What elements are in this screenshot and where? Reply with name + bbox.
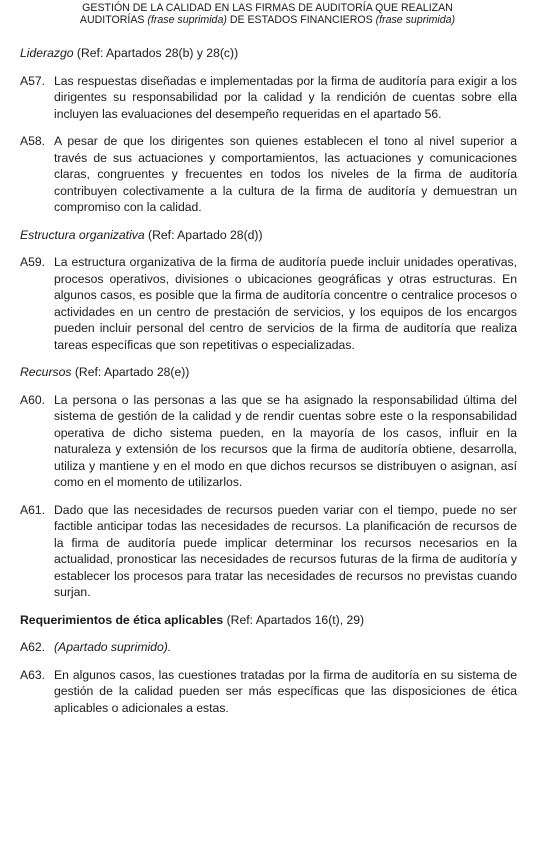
section-heading-leadership (20, 45, 517, 62)
section-ref: (Ref: Apartados 28(b) y 28(c)) (73, 46, 239, 60)
section-title: Estructura organizativa (20, 227, 145, 242)
header-suppressed-note: (frase suprimida) (147, 14, 227, 26)
section-ref: (Ref: Apartado 28(d)) (144, 227, 263, 242)
paragraph-a63 (20, 667, 517, 717)
paragraph-number: A62. (20, 640, 46, 654)
header-line-2 (0, 14, 535, 26)
section-title: Recursos (20, 365, 72, 379)
section-ref: (Ref: Apartados 16(t), 29) (223, 612, 365, 627)
section-heading-ethics (20, 612, 517, 629)
section-heading-org-structure (20, 227, 517, 244)
section-heading-resources (20, 364, 517, 381)
paragraph-text: Dado que las necesidades de recursos pueden variar con el tiempo, puede no ser factible anticipar todas las necesidades de recursos. La planificación de recursos de la firma de auditoría puede implicar determinar los recursos necesarios en la actualidad, pronosticar las necesidades de recursos futuras de la firma de auditoría y establecer los procesos para tratar las necesidades de recursos no previstas cuando surjan. (54, 502, 517, 599)
paragraph-a60 (20, 392, 517, 491)
paragraph-text (54, 639, 517, 656)
paragraph-text: Las respuestas diseñadas e implementadas por la firma de auditoría para exigir a los dirigentes su responsabilidad por la calidad y la rendición de cuentas sobre ella incluyen las evaluaciones del desempeño requeridas en el apartado 56. (54, 73, 517, 121)
suppressed-note: (Apartado suprimido). (54, 640, 172, 654)
paragraph-number: A57. (20, 73, 46, 88)
document-body (20, 45, 517, 727)
paragraph-number: A63. (20, 667, 46, 682)
paragraph-text: En algunos casos, las cuestiones tratadas por la firma de auditoría en su sistema de gestión de la calidad pueden ser más específicas que las disposiciones de ética aplicables o adicionales a estas. (54, 667, 517, 715)
header-line-1: GESTIÓN DE LA CALIDAD EN LAS FIRMAS DE AUDITORÍA QUE REALIZAN (82, 2, 453, 14)
paragraph-number: A60. (20, 392, 46, 407)
header-text: DE ESTADOS FINANCIEROS (226, 14, 376, 26)
paragraph-text: La persona o las personas a las que se ha asignado la responsabilidad última del sistema de gestión de la calidad y de rendir cuentas sobre este o la responsabilidad operativa de dicho sistema pueden, en la mayoría de los casos, influir en la naturaleza y extensión de los recursos que la firma de auditoría obtiene, desarrolla, utiliza y mantiene y en el modo en que dichos recursos se distribuyen o asignan, así como en el momento de utilizarlos. (54, 392, 517, 489)
paragraph-number: A59. (20, 255, 46, 269)
paragraph-a59 (20, 254, 517, 353)
paragraph-a61 (20, 502, 517, 601)
page-header (0, 2, 535, 26)
header-text: AUDITORÍAS (79, 14, 148, 26)
paragraph-a57 (20, 73, 517, 123)
section-title: Requerimientos de ética aplicables (20, 612, 224, 627)
paragraph-text: A pesar de que los dirigentes son quienes establecen el tono al nivel superior a través de sus actuaciones y comportamientos, las actuaciones y comunicaciones claras, congruentes y frecuentes en todos los niveles de la firma de auditoría contribuyen colectivamente a la cultura de la firma de auditoría y demuestran un compromiso con la calidad. (54, 134, 517, 214)
paragraph-number: A61. (20, 502, 46, 517)
paragraph-number: A58. (20, 134, 46, 148)
section-ref: (Ref: Apartado 28(e)) (71, 365, 190, 379)
section-title: Liderazgo (20, 46, 74, 60)
paragraph-text: La estructura organizativa de la firma de auditoría puede incluir unidades operativas, procesos operativos, divisiones o ubicaciones geográficas y otras estructuras. En algunos casos, es posible que la firma de auditoría concentre o centralice procesos o actividades en un centro de prestación de servicios, y los equipos de los encargos pueden incluir personal del centro de servicios de la firma de auditoría que realiza tareas específicas que son repetitivas o especializadas. (54, 255, 517, 352)
paragraph-a62 (20, 639, 517, 656)
header-suppressed-note: (frase suprimida) (375, 14, 456, 26)
paragraph-a58 (20, 133, 517, 216)
